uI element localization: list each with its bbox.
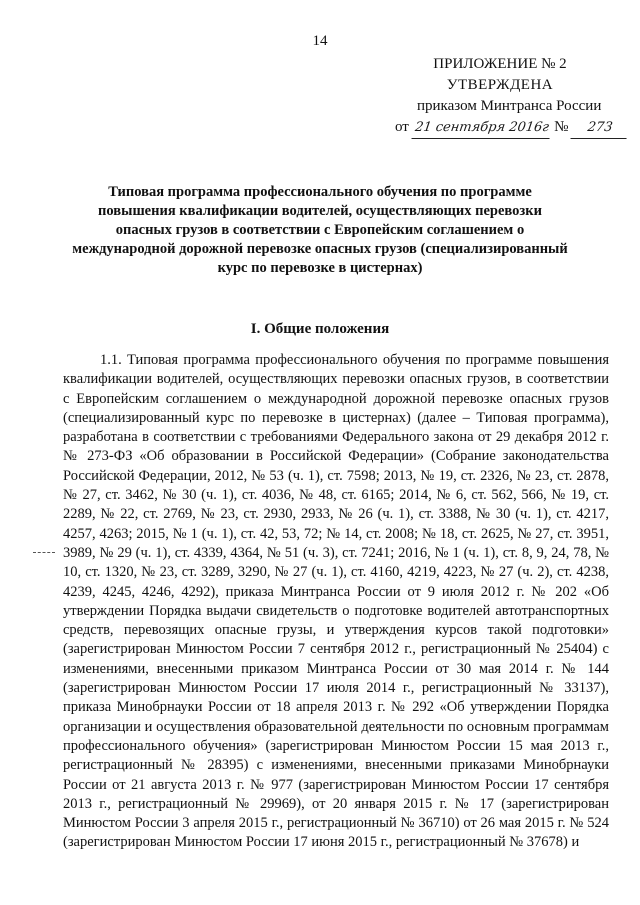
annex-label: ПРИЛОЖЕНИЕ № 2 <box>433 56 567 72</box>
handwritten-date: 21 сентября 2016г <box>411 117 552 139</box>
approved-label: УТВЕРЖДЕНА <box>446 77 554 93</box>
order-date-line <box>395 117 614 139</box>
from-label: от <box>395 119 409 135</box>
body-paragraph: 1.1. Типовая программа профессионального обучения по программе повышения квалификации водителей, осуществляющих перевозки опасных грузов, в соответствии с Европейским соглашением о международной дорожной перевозке опасных грузов (специализированный курс по перевозке в цистернах) (далее – Типовая программа), разработана в соответствии с требованиями Федерального закона от 29 декабря 2012 г. № 273-ФЗ «Об образовании в Российской Федерации» (Собрание законодательства Российской Федерации, 2012, № 53 (ч. 1), ст. 7598; 2013, № 19, ст. 2326, № 23, ст. 2878, № 27, ст. 3462, № 30 (ч. 1), ст. 4036, № 48, ст. 6165; 2014, № 6, ст. 562, 566, № 19, ст. 2289, № 22, ст. 2769, № 23, ст. 2930, 2933, № 26 (ч. 1), ст. 3388, № 30 (ч. 1), ст. 4217, 4257, 4263; 2015, № 1 (ч. 1), ст. 42, 53, 72; № 14, ст. 2008; № 18, ст. 2625, № 27, ст. 3951, 3989, № 29 (ч. 1), ст. 4339, 4364, № 51 (ч. 3), ст. 7241; 2016, № 1 (ч. 1), ст. 8, 9, 24, 78, № 10, ст. 1320, № 23, ст. 3289, 3290, № 27 (ч. 1), ст. 4160, 4219, 4223, № 27 (ч. 2), ст. 4238, 4239, 4245, 4246, 4292), приказа Минтранса России от 9 июля 2012 г. № 202 «Об утверждении Порядка выдачи свидетельств о подготовке водителей автотранспортных средств, перевозящих опасные грузы, и утверждения курсов такой подготовки» (зарегистрирован Минюстом России 7 сентября 2012 г., регистрационный № 25404) с изменениями, внесенными приказом Минтранса России от 30 мая 2014 г. № 144 (зарегистрирован Минюстом России 17 июля 2014 г., регистрационный № 33137), приказа Минобрнауки России от 18 апреля 2013 г. № 292 «Об утверждении Порядка организации и осуществления образовательной деятельности по основным программам профессионального обучения» (зарегистрирован Минюстом России 15 мая 2013 г., регистрационный № 28395) с изменениями, внесенными приказами Минобрнауки России от 21 августа 2013 г. № 977 (зарегистрирован Минюстом России 17 сентября 2013 г., регистрационный № 29969), от 20 января 2015 г. № 17 (зарегистрирован Минюстом России 3 апреля 2015 г., регистрационный № 36710) от 26 мая 2015 г. № 524 (зарегистрирован Минюстом России 17 июня 2015 г., регистрационный № 37678) и <box>63 352 609 851</box>
order-reference: приказом Минтранса России <box>417 98 602 114</box>
document-title: Типовая программа профессионального обучения по программе повышения квалификации водителей, осуществляющих перевозки опасных грузов в соответствии с Европейским соглашением о международной дорожной перевозке опасных грузов (специализированный курс по перевозке в цистернах) <box>72 184 568 276</box>
margin-dash-mark <box>33 552 55 553</box>
handwritten-order-number: 273 <box>571 117 630 139</box>
section-heading: I. Общие положения <box>250 321 390 337</box>
page-number: 14 <box>312 33 328 49</box>
number-label: № <box>554 119 569 135</box>
approval-block <box>395 54 614 139</box>
